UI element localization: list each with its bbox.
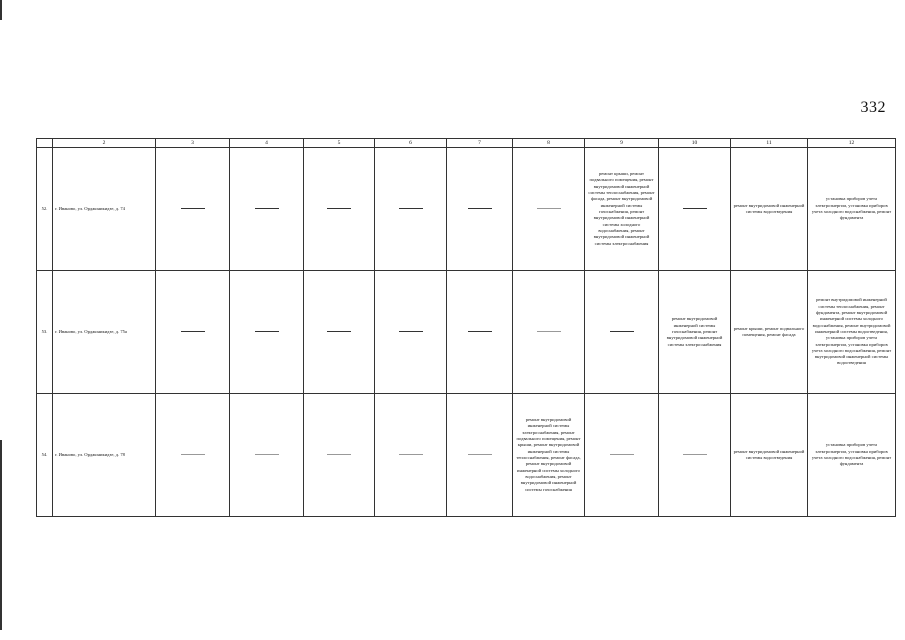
- dash-mark: [399, 331, 423, 332]
- empty-cell: [659, 148, 731, 271]
- column-number-cell: 4: [230, 139, 304, 148]
- dash-mark: [327, 208, 351, 209]
- dash-mark: [468, 208, 492, 209]
- empty-cell: [513, 148, 585, 271]
- dash-mark: [610, 454, 634, 455]
- empty-cell: [375, 394, 447, 517]
- work-cell: ремонт внутридомовой инженерной системы водоотведения: [731, 148, 808, 271]
- address-cell: г. Иваново, ул. Орджоникидзе, д. 74: [53, 148, 156, 271]
- column-number-cell: [37, 139, 53, 148]
- column-number-cell: 12: [808, 139, 896, 148]
- column-number-cell: 7: [447, 139, 513, 148]
- column-number-cell: 6: [375, 139, 447, 148]
- dash-mark: [468, 454, 492, 455]
- empty-cell: [585, 394, 659, 517]
- work-cell: ремонт крыши, ремонт подвального помещения, ремонт внутридомовой инженерной системы теплоснабжения, ремонт фасада, ремонт внутридомовой инженерной системы газоснабжения, ремонт внутридомовой инженерной системы холодного водоснабжения, ремонт внутридомовой инженерной системы электроснабжения: [585, 148, 659, 271]
- empty-cell: [585, 271, 659, 394]
- work-cell: ремонт внутридомовой инженерной системы водоотведения: [731, 394, 808, 517]
- column-number-cell: 3: [156, 139, 230, 148]
- empty-cell: [447, 271, 513, 394]
- dash-mark: [181, 208, 205, 209]
- dash-mark: [181, 331, 205, 332]
- address-cell: г. Иваново, ул. Орджоникидзе, д. 78: [53, 394, 156, 517]
- empty-cell: [304, 148, 375, 271]
- dash-mark: [683, 454, 707, 455]
- dash-mark: [468, 331, 492, 332]
- empty-cell: [230, 148, 304, 271]
- work-cell: установка приборов учета электроэнергии, установка приборов учета холодного водоснабжения, ремонт фундамента: [808, 148, 896, 271]
- dash-mark: [610, 331, 634, 332]
- empty-cell: [304, 394, 375, 517]
- empty-cell: [156, 394, 230, 517]
- scan-edge-lower: [0, 440, 2, 630]
- table-row: [37, 148, 896, 271]
- empty-cell: [513, 271, 585, 394]
- page-number: 332: [860, 99, 886, 116]
- table-row: [37, 271, 896, 394]
- empty-cell: [375, 148, 447, 271]
- empty-cell: [230, 271, 304, 394]
- column-number-cell: 5: [304, 139, 375, 148]
- work-cell: ремонт внутридомовой инженерной системы газоснабжения, ремонт внутридомовой инженерной системы электроснабжения: [659, 271, 731, 394]
- empty-cell: [230, 394, 304, 517]
- dash-mark: [327, 331, 351, 332]
- address-cell: г. Иваново, ул. Орджоникидзе, д. 75а: [53, 271, 156, 394]
- work-cell: ремонт крыши, ремонт подвального помещения, ремонт фасада: [731, 271, 808, 394]
- table-row: [37, 394, 896, 517]
- empty-cell: [304, 271, 375, 394]
- repair-schedule-table: [36, 138, 896, 517]
- dash-mark: [181, 454, 205, 455]
- work-cell: ремонт внутридомовой инженерной системы электроснабжения, ремонт подвального помещения, ремонт крыши, ремонт внутридомовой инженерной системы теплоснабжения, ремонт фасада, ремонт внутридомовой инженерной системы холодного водоснабжения, ремонт внутридомовой инженерной системы газоснабжения: [513, 394, 585, 517]
- work-cell: установка приборов учета электроэнергии, установка приборов учета холодного водоснабжения, ремонт фундамента: [808, 394, 896, 517]
- empty-cell: [156, 271, 230, 394]
- dash-mark: [399, 454, 423, 455]
- empty-cell: [156, 148, 230, 271]
- dash-mark: [255, 331, 279, 332]
- row-number: 54.: [37, 394, 53, 517]
- dash-mark: [537, 208, 561, 209]
- row-number: 53.: [37, 271, 53, 394]
- column-number-cell: 8: [513, 139, 585, 148]
- empty-cell: [447, 394, 513, 517]
- dash-mark: [255, 454, 279, 455]
- column-number-row: [37, 139, 896, 148]
- empty-cell: [659, 394, 731, 517]
- column-number-cell: 9: [585, 139, 659, 148]
- column-number-cell: 11: [731, 139, 808, 148]
- dash-mark: [537, 331, 561, 332]
- empty-cell: [375, 271, 447, 394]
- dash-mark: [255, 208, 279, 209]
- scan-edge-top: [0, 0, 2, 20]
- work-cell: ремонт внутридомовой инженерной системы теплоснабжения, ремонт фундамента, ремонт внутридомовой инженерной системы холодного водоснабжения, ремонт внутридомовой инженерной системы водоотведения, установка приборов учета электроэнергии, установка приборов учета холодного водоснабжения, ремонт внутридомовой инженерной системы водоотведения: [808, 271, 896, 394]
- column-number-cell: 10: [659, 139, 731, 148]
- empty-cell: [447, 148, 513, 271]
- dash-mark: [327, 454, 351, 455]
- column-number-cell: 2: [53, 139, 156, 148]
- dash-mark: [399, 208, 423, 209]
- row-number: 52.: [37, 148, 53, 271]
- dash-mark: [683, 208, 707, 209]
